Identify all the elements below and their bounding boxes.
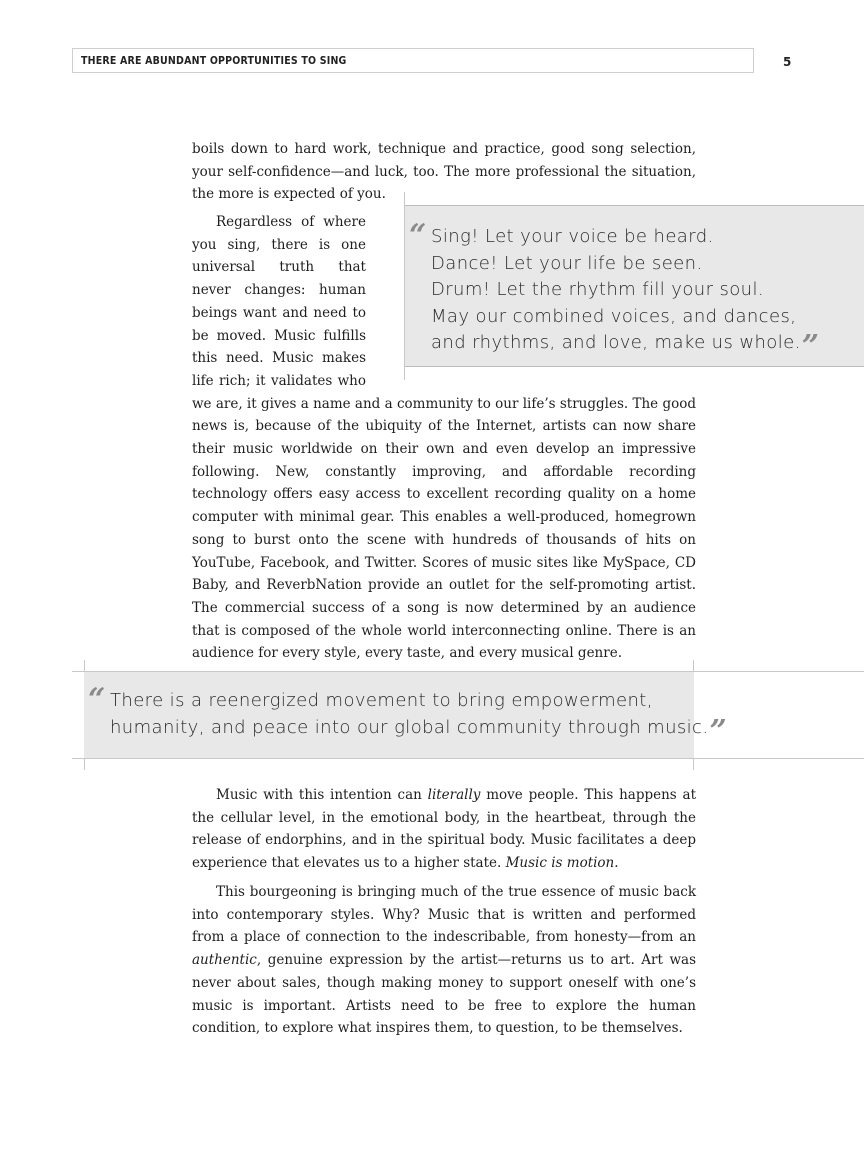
body-paragraph-1: boils down to hard work, technique and practice, good song selection, your self-confidence—and luck, too. The more professional the situation, the more is expected of you. (192, 141, 696, 203)
pull-quote-line: and rhythms, and love, make us whole. (431, 332, 801, 353)
text-run: move people. This happens at the cellular level, in the emotional body, in the heartbeat, through the release of endorphins, and in the spiritual body. Music facilitates a deep experience that elevates us to a higher state. (192, 787, 696, 872)
body-paragraph-3 (192, 784, 696, 875)
close-quote-mark: ” (801, 329, 820, 364)
emphasis: authentic (192, 952, 257, 969)
running-title: THERE ARE ABUNDANT OPPORTUNITIES TO SING (81, 54, 347, 67)
emphasis: Music is motion. (505, 855, 619, 872)
pull-quote-line: Drum! Let the rhythm fill your soul. (431, 279, 765, 300)
pull-quote-line: Dance! Let your life be seen. (431, 252, 703, 274)
emphasis: literally (427, 787, 481, 803)
divider-rule (72, 758, 864, 759)
text-run: Music with this intention can (216, 787, 428, 803)
text-run: , genuine expression by the artist—returns us to art. Art was never about sales, though making money to support oneself with one’s music is important. Artists need to be free to explore the human condition, to explore what inspires them, to question, to be themselves. (192, 952, 696, 1037)
pull-quote-line-last (431, 329, 854, 364)
crop-rule (404, 192, 405, 380)
pull-quote-line: May our combined voices, and dances, (431, 305, 797, 327)
pull-quote-line: humanity, and peace into our global community through music. (110, 716, 709, 738)
body-paragraph-4 (192, 881, 696, 1040)
pull-quote-line: Sing! Let your voice be heard. (431, 226, 714, 247)
pull-quote-line: There is a reenergized movement to bring empowerment, (110, 690, 653, 711)
page-number: 5 (783, 55, 792, 69)
pull-quote-1: “ Sing! Let your voice be heard. Dance! Let your life be seen. Drum! Let the rhythm fill your soul. May our combined voices, and dances, and rhythms, and love, make us whole.” (404, 205, 864, 367)
pull-quote-2: “ There is a reenergized movement to bring empowerment, humanity, and peace into our global community through music.” (84, 672, 694, 758)
close-quote-mark: ” (709, 713, 728, 749)
body-paragraph-2: Regardless of where you sing, there is one universal truth that never changes: human beings want and need to be moved. Music fulfills this need. Music makes life rich; it validates who we are, it gives a name and a community to our life’s struggles. The good news is, because of the ubiquity of the Internet, artists can now share their music worldwide on their own and even develop an impressive following. New, constantly improving, and affordable recording technology offers easy access to excellent recording quality on a home computer with minimal gear. This enables a well-produced, homegrown song to burst onto the scene with hundreds of thousands of hits on YouTube, Facebook, and Twitter. Scores of music sites like MySpace, CD Baby, and ReverbNation provide an outlet for the self-promoting artist. The commercial success of a song is now determined by an audience that is composed of the whole world interconnecting online. There is an audience for every style, every taste, and every musical genre. (192, 214, 696, 662)
running-header (72, 48, 754, 73)
text-run: This bourgeoning is bringing much of the true essence of music back into contemporary styles. Why? Music that is written and performed from a place of connection to the indescribable, from honesty—from an (192, 884, 696, 946)
